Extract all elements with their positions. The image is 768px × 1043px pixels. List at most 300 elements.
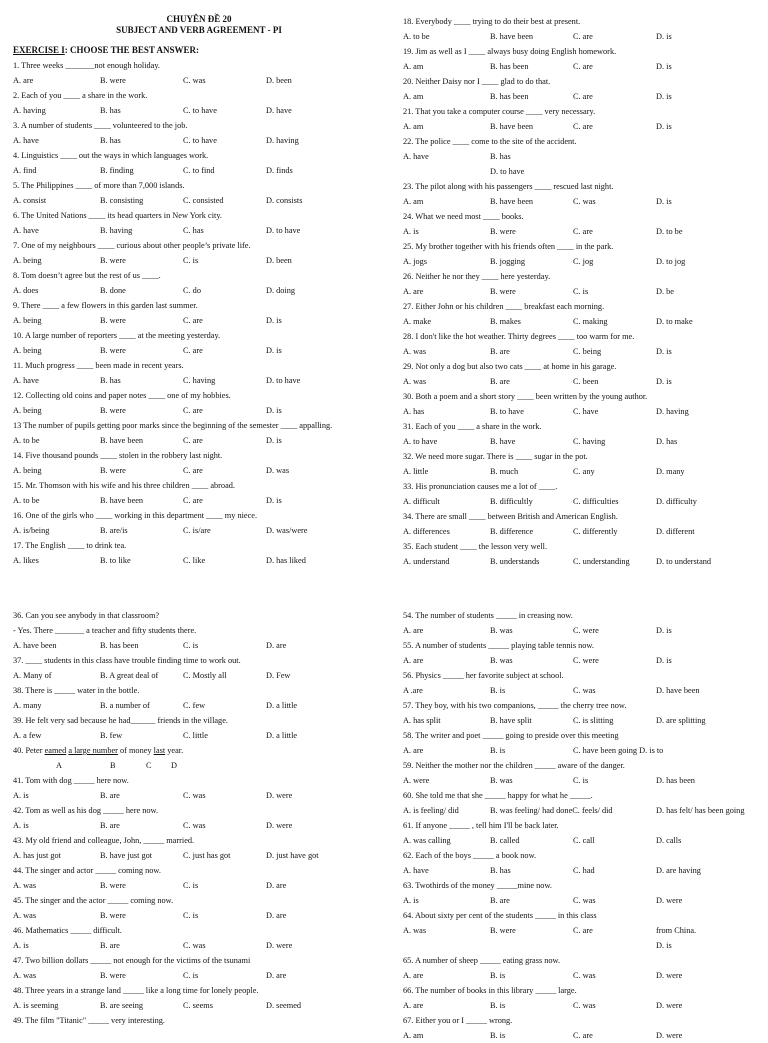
- answer-option: A. is: [403, 896, 419, 905]
- question-text: 20. Neither Daisy nor I ____ glad to do that.: [403, 77, 551, 86]
- answer-option: A. is: [403, 227, 419, 236]
- question-text: 41. Tom with dog _____ here now.: [13, 776, 129, 785]
- answer-option: D. be: [656, 287, 674, 296]
- question-text: 1. Three weeks _______not enough holiday.: [13, 61, 161, 70]
- answer-option: D. is: [266, 436, 282, 445]
- answer-option: C. have been going D. is to: [573, 746, 664, 755]
- answer-option: D. to have: [266, 226, 301, 235]
- answer-options: [13, 103, 385, 118]
- answer-option: B. consisting: [100, 196, 144, 205]
- answer-option: B. have been: [100, 496, 144, 505]
- question-text: 10. A large number of reporters ____ at the meeting yesterday.: [13, 331, 221, 340]
- answer-options: [403, 374, 768, 389]
- question-list: [13, 58, 385, 568]
- answer-option: B. were: [100, 316, 126, 325]
- answer-options: [13, 193, 385, 208]
- question-text: 54. The number of students _____ in creasing now.: [403, 611, 573, 620]
- answer-option: A. am: [403, 1031, 424, 1040]
- answer-option: B. difficultly: [490, 497, 533, 506]
- question-text: 5. The Philippines ____ of more than 7,000 islands.: [13, 181, 185, 190]
- question-text: 37. ____ students in this class have trouble finding time to work out.: [13, 656, 241, 665]
- answer-option: A. were: [403, 776, 430, 785]
- answer-option: B. has: [100, 106, 121, 115]
- question-text: 31. Each of you ____ a share in the work.: [403, 422, 542, 431]
- question-fragment: year.: [165, 746, 184, 755]
- answer-option: A. Many of: [13, 671, 52, 680]
- question-text: 13 The number of pupils getting poor marks since the beginning of the semester ____ appalling.: [13, 421, 333, 430]
- exercise-label: EXERCISE I: [13, 45, 65, 55]
- exercise-instruction: : CHOOSE THE BEST ANSWER:: [64, 45, 199, 55]
- answer-option: C. to find: [183, 166, 215, 175]
- answer-option: D. has felt/ has been going: [656, 806, 745, 815]
- worksheet-title: CHUYÊN ĐỀ 20: [166, 14, 232, 24]
- answer-options: [13, 343, 385, 358]
- question-text: - Yes. There _______ a teacher and fifty students there.: [13, 626, 197, 635]
- answer-option: D. were: [656, 896, 683, 905]
- answer-option: B. called: [490, 836, 520, 845]
- question-list: [403, 14, 768, 569]
- question-text: 32. We need more sugar. There is ____ sugar in the pot.: [403, 452, 588, 461]
- question-text: 64. About sixty per cent of the students _____ in this class: [403, 911, 597, 920]
- answer-option: C. been: [573, 377, 599, 386]
- worksheet-subtitle: SUBJECT AND VERB AGREEMENT - PI: [116, 25, 282, 35]
- answer-options: [403, 224, 768, 239]
- answer-letter: C: [146, 761, 152, 770]
- answer-letter: B: [110, 761, 116, 770]
- answer-option: B. is: [490, 1001, 506, 1010]
- answer-option: D. difficulty: [656, 497, 697, 506]
- answer-options: [403, 29, 768, 44]
- answer-option: A. being: [13, 256, 42, 265]
- answer-option: D. are having: [656, 866, 701, 875]
- answer-options: [13, 788, 385, 803]
- answer-option: D. been: [266, 256, 292, 265]
- answer-option: A. was: [13, 911, 37, 920]
- answer-option: A. am: [403, 197, 424, 206]
- answer-option: D. is: [656, 197, 672, 206]
- answer-option: A. is: [13, 791, 29, 800]
- question-fragment: last: [153, 746, 166, 755]
- answer-option: B. much: [490, 467, 519, 476]
- answer-option: D. is: [266, 406, 282, 415]
- answer-options: [13, 283, 385, 298]
- answer-options: [403, 743, 768, 758]
- question-text: 34. There are small ____ between British and American English.: [403, 512, 618, 521]
- answer-options: [403, 863, 768, 878]
- answer-option: D. were: [266, 821, 293, 830]
- worksheet-left-bottom: [13, 608, 385, 1028]
- answer-option: A. does: [13, 286, 39, 295]
- answer-options: [403, 773, 768, 788]
- question-text: 23. The pilot along with his passengers ____ rescued last night.: [403, 182, 614, 191]
- question-text: 57. They boy, with his two companions, _____ the cherry tree now.: [403, 701, 627, 710]
- answer-option: C. are: [183, 436, 203, 445]
- question-list: [403, 608, 768, 1043]
- answer-option: C. was: [183, 791, 206, 800]
- question-text: 43. My old friend and colleague, John, _____ married.: [13, 836, 195, 845]
- answer-option: C. had: [573, 866, 595, 875]
- answer-option: B. have been: [490, 32, 534, 41]
- answer-option: C. were: [573, 656, 599, 665]
- answer-option: A. have: [13, 136, 39, 145]
- answer-options: [13, 818, 385, 833]
- answer-option: D. is: [656, 347, 672, 356]
- answer-option: A. was: [403, 377, 427, 386]
- answer-options: [13, 163, 385, 178]
- question-text: 55. A number of students _____ playing table tennis now.: [403, 641, 594, 650]
- answer-option: B. were: [490, 926, 516, 935]
- answer-options: [403, 923, 768, 938]
- answer-option: C. were: [573, 626, 599, 635]
- answer-option: A. is seeming: [13, 1001, 59, 1010]
- answer-option: C. was: [573, 971, 596, 980]
- answer-option: A. has split: [403, 716, 441, 725]
- answer-options: [13, 433, 385, 448]
- answer-options: [13, 848, 385, 863]
- answer-option: D. different: [656, 527, 695, 536]
- answer-option: A. am: [403, 62, 424, 71]
- question-text: 62. Each of the boys _____ a book now.: [403, 851, 537, 860]
- answer-options: [13, 313, 385, 328]
- question-text: 7. One of my neighbours ____ curious about other people’s private life.: [13, 241, 251, 250]
- answer-option: C. was: [573, 1001, 596, 1010]
- question-text: 47. Two billion dollars _____ not enough for the victims of the tsunami: [13, 956, 251, 965]
- answer-option: A. are: [403, 287, 424, 296]
- answer-options: [13, 638, 385, 653]
- answer-option: A. consist: [13, 196, 47, 205]
- answer-option: D. was: [266, 466, 290, 475]
- answer-option: B. to like: [100, 556, 131, 565]
- question-text: 33. His pronunciation causes me a lot of ____.: [403, 482, 558, 491]
- answer-option: A. have been: [13, 641, 57, 650]
- answer-option: C. was: [573, 896, 596, 905]
- question-text: 39. He felt very sad because he had______ friends in the village.: [13, 716, 228, 725]
- answer-option: D. are: [266, 641, 287, 650]
- answer-option: A. many: [13, 701, 42, 710]
- answer-option: A. am: [403, 92, 424, 101]
- question-text: 21. That you take a computer course ____ very necessary.: [403, 107, 596, 116]
- answer-option: A. was: [13, 881, 37, 890]
- answer-option: D. seemed: [266, 1001, 302, 1010]
- answer-option: D. has: [656, 437, 678, 446]
- answer-option: B. is: [490, 1031, 506, 1040]
- answer-option: B. are: [490, 377, 510, 386]
- answer-option: B. are: [100, 791, 120, 800]
- answer-option: D. to make: [656, 317, 693, 326]
- answer-option: A. having: [13, 106, 46, 115]
- answer-options: [403, 464, 768, 479]
- answer-option: A. was: [403, 926, 427, 935]
- worksheet-right-bottom: [403, 608, 768, 1043]
- question-text: 27. Either John or his children ____ breakfast each morning.: [403, 302, 605, 311]
- answer-option: C. having: [573, 437, 606, 446]
- answer-option: B. done: [100, 286, 126, 295]
- answer-option: B. were: [100, 466, 126, 475]
- question-text: 3. A number of students ____ volunteered to the job.: [13, 121, 188, 130]
- answer-option: C. are: [183, 466, 203, 475]
- answer-option: B. has: [490, 152, 511, 161]
- answer-option: B. have split: [490, 716, 532, 725]
- answer-option: A. find: [13, 166, 37, 175]
- answer-option: B. were: [490, 227, 516, 236]
- answer-option: D. has been: [656, 776, 695, 785]
- answer-option: D. to be: [656, 227, 683, 236]
- question-text: 4. Linguistics ____ out the ways in which languages work.: [13, 151, 209, 160]
- question-fragment: 40. Peter: [13, 746, 45, 755]
- answer-option: D. is: [656, 62, 672, 71]
- answer-option: A. make: [403, 317, 432, 326]
- answer-option: D. is: [656, 656, 672, 665]
- question-text: 49. The film "Titanic" _____ very interesting.: [13, 1016, 165, 1025]
- question-list: [13, 608, 385, 1028]
- question-text: 48. Three years in a strange land _____ like a long time for lonely people.: [13, 986, 259, 995]
- answer-options: [13, 253, 385, 268]
- answer-option: B. has: [100, 136, 121, 145]
- question-text: 12. Collecting old coins and paper notes ____ one of my hobbies.: [13, 391, 231, 400]
- question-text: 58. The writer and poet _____ going to preside over this meeting: [403, 731, 619, 740]
- answer-option: D. were: [266, 791, 293, 800]
- answer-option: B. difference: [490, 527, 534, 536]
- answer-options: [13, 908, 385, 923]
- question-text: 22. The police ____ come to the site of the accident.: [403, 137, 577, 146]
- question-text: 14. Five thousand pounds ____ stolen in the robbery last night.: [13, 451, 223, 460]
- answer-option: A. have: [403, 866, 429, 875]
- answer-option: B. are: [490, 896, 510, 905]
- answer-letters: [13, 758, 385, 773]
- answer-option: C. is: [573, 287, 589, 296]
- answer-option: D. is: [656, 377, 672, 386]
- answer-option: D. were: [656, 1031, 683, 1040]
- answer-option: B. finding: [100, 166, 134, 175]
- answer-option: A. being: [13, 466, 42, 475]
- answer-option: D. was/were: [266, 526, 308, 535]
- answer-options: [403, 284, 768, 299]
- answer-option: C. little: [183, 731, 208, 740]
- answer-option: D. a little: [266, 731, 298, 740]
- answer-option: A. has: [403, 407, 425, 416]
- answer-option: C. have: [573, 407, 599, 416]
- answer-options: [403, 119, 768, 134]
- answer-option: A. are: [403, 746, 424, 755]
- answer-option: C. are: [183, 406, 203, 415]
- answer-option: C. to have: [183, 106, 217, 115]
- answer-options: [13, 968, 385, 983]
- answer-letter: A: [56, 761, 62, 770]
- answer-options: [403, 494, 768, 509]
- answer-option: C. is: [183, 911, 199, 920]
- answer-option: B. are: [100, 821, 120, 830]
- answer-option: C. are: [573, 92, 593, 101]
- answer-option: B. understands: [490, 557, 540, 566]
- answer-options: [403, 149, 768, 164]
- question-text: 8. Tom doesn’t agree but the rest of us ____.: [13, 271, 161, 280]
- question-fragment: eamed: [44, 746, 67, 755]
- answer-option: C. are: [573, 1031, 593, 1040]
- answer-option: C. consisted: [183, 196, 224, 205]
- answer-option: C. to have: [183, 136, 217, 145]
- worksheet-right-top: [403, 14, 768, 569]
- answer-options: [13, 493, 385, 508]
- answer-option: A. to be: [403, 32, 430, 41]
- answer-option: D. doing: [266, 286, 296, 295]
- answer-option: C. do: [183, 286, 201, 295]
- answer-option: from China.: [656, 926, 697, 935]
- answer-option: A. are: [403, 971, 424, 980]
- answer-options: [403, 998, 768, 1013]
- question-text: 35. Each student ____ the lesson very well.: [403, 542, 548, 551]
- answer-option: A. being: [13, 316, 42, 325]
- answer-option: A .are: [403, 686, 423, 695]
- answer-option: D. just have got: [266, 851, 319, 860]
- answer-option: B. was: [490, 626, 513, 635]
- answer-option: C. was: [183, 76, 206, 85]
- answer-option: C. are: [573, 122, 593, 131]
- answer-option: A. jogs: [403, 257, 427, 266]
- answer-option: A. being: [13, 346, 42, 355]
- answer-option: C. differently: [573, 527, 618, 536]
- answer-option: D. to understand: [656, 557, 712, 566]
- answer-option: B. few: [100, 731, 123, 740]
- answer-option: C. making: [573, 317, 608, 326]
- question-text: 11. Much progress ____ been made in recent years.: [13, 361, 184, 370]
- answer-option: B. is: [490, 686, 506, 695]
- answer-option: C. are: [183, 316, 203, 325]
- answer-options: [13, 698, 385, 713]
- answer-option: C. is: [183, 971, 199, 980]
- question-text: 2. Each of you ____ a share in the work.: [13, 91, 148, 100]
- answer-option: C. are: [573, 227, 593, 236]
- answer-option: B. was feeling/ had doneC. feels/ did: [490, 806, 613, 815]
- answer-options: [403, 833, 768, 848]
- answer-option: C. was: [183, 941, 206, 950]
- answer-option: D. is: [656, 92, 672, 101]
- answer-option: B. have been: [490, 122, 534, 131]
- answer-option: C. are: [573, 62, 593, 71]
- answer-option: B. are: [100, 941, 120, 950]
- answer-options: [13, 403, 385, 418]
- answer-option: D. has liked: [266, 556, 306, 565]
- answer-option: C. just has got: [183, 851, 231, 860]
- question-fragment: of money: [117, 746, 154, 755]
- answer-option: B. having: [100, 226, 133, 235]
- answer-option: C. was: [183, 821, 206, 830]
- answer-option: D. consists: [266, 196, 303, 205]
- answer-option: C. has: [183, 226, 204, 235]
- answer-option: C. is: [183, 256, 199, 265]
- answer-options: [403, 554, 768, 569]
- answer-option: B. were: [100, 256, 126, 265]
- answer-option: D. having: [266, 136, 299, 145]
- answer-option: D. finds: [266, 166, 293, 175]
- answer-options: [403, 59, 768, 74]
- answer-option: B. are: [490, 347, 510, 356]
- answer-option: D. are splitting: [656, 716, 706, 725]
- answer-option: A. has just got: [13, 851, 61, 860]
- answer-option: B. has been: [100, 641, 139, 650]
- answer-option: C. having: [183, 376, 216, 385]
- answer-options: [403, 803, 768, 818]
- answer-option: D. have: [266, 106, 292, 115]
- answer-options: [403, 194, 768, 209]
- answer-option: D. calls: [656, 836, 682, 845]
- answer-option: D. have been: [656, 686, 700, 695]
- answer-option: B. were: [100, 881, 126, 890]
- answer-option: C. difficulties: [573, 497, 619, 506]
- answer-letter: D: [171, 761, 177, 770]
- answer-options: [403, 524, 768, 539]
- answer-options: [403, 404, 768, 419]
- answer-option: A. little: [403, 467, 429, 476]
- answer-option: D. Few: [266, 671, 291, 680]
- answer-option: A. a few: [13, 731, 42, 740]
- answer-option: B. are/is: [100, 526, 128, 535]
- answer-option: C. few: [183, 701, 206, 710]
- answer-options: [403, 1028, 768, 1043]
- answer-option: A. likes: [13, 556, 39, 565]
- answer-option: C. are: [573, 926, 593, 935]
- answer-option: B. was: [490, 776, 513, 785]
- answer-options: [13, 553, 385, 568]
- answer-option: C. is: [573, 776, 589, 785]
- answer-options: [403, 623, 768, 638]
- answer-option: D. is: [266, 316, 282, 325]
- answer-option: B. is: [490, 971, 506, 980]
- answer-option: D. were: [266, 941, 293, 950]
- answer-option: B. was: [490, 656, 513, 665]
- answer-option: C. are: [183, 346, 203, 355]
- answer-option: A. have: [13, 226, 39, 235]
- question-text: 63. Twothirds of the money _____mine now.: [403, 881, 552, 890]
- answer-option: A. are: [13, 76, 34, 85]
- answer-option: A. was calling: [403, 836, 451, 845]
- question-text: 44. The singer and actor _____ coming now.: [13, 866, 161, 875]
- question-text: 15. Mr. Thomson with his wife and his three children ____ abroad.: [13, 481, 235, 490]
- answer-option: C. Mostly all: [183, 671, 227, 680]
- answer-option: C. is: [183, 641, 199, 650]
- answer-option: A. was: [403, 347, 427, 356]
- question-text: 19. Jim as well as I ____ always busy doing English homework.: [403, 47, 617, 56]
- answer-option: A. differences: [403, 527, 450, 536]
- answer-options: [403, 683, 768, 698]
- answer-options: [403, 938, 768, 953]
- answer-options: [13, 73, 385, 88]
- question-fragment: a large number: [68, 746, 118, 755]
- answer-option: B. are seeing: [100, 1001, 144, 1010]
- answer-option: A. have: [403, 152, 429, 161]
- answer-option: D. is: [266, 346, 282, 355]
- answer-option: A. to have: [403, 437, 438, 446]
- answer-options: [13, 133, 385, 148]
- answer-option: C. are: [183, 496, 203, 505]
- answer-option: B. A great deal of: [100, 671, 159, 680]
- answer-options: [403, 434, 768, 449]
- answer-options: [13, 373, 385, 388]
- answer-option: C. was: [573, 197, 596, 206]
- answer-option: B. has: [100, 376, 121, 385]
- answer-options: [13, 223, 385, 238]
- answer-option: B. have: [490, 437, 516, 446]
- answer-option: C. any: [573, 467, 595, 476]
- answer-option: A. is/being: [13, 526, 50, 535]
- answer-option: D. is: [656, 122, 672, 131]
- question-text: 30. Both a poem and a short story ____ been written by the young author.: [403, 392, 648, 401]
- answer-option: B. has been: [490, 62, 529, 71]
- answer-option: D. having: [656, 407, 689, 416]
- answer-options: [403, 893, 768, 908]
- answer-options: [13, 938, 385, 953]
- answer-option: D. are: [266, 911, 287, 920]
- answer-option: C. like: [183, 556, 206, 565]
